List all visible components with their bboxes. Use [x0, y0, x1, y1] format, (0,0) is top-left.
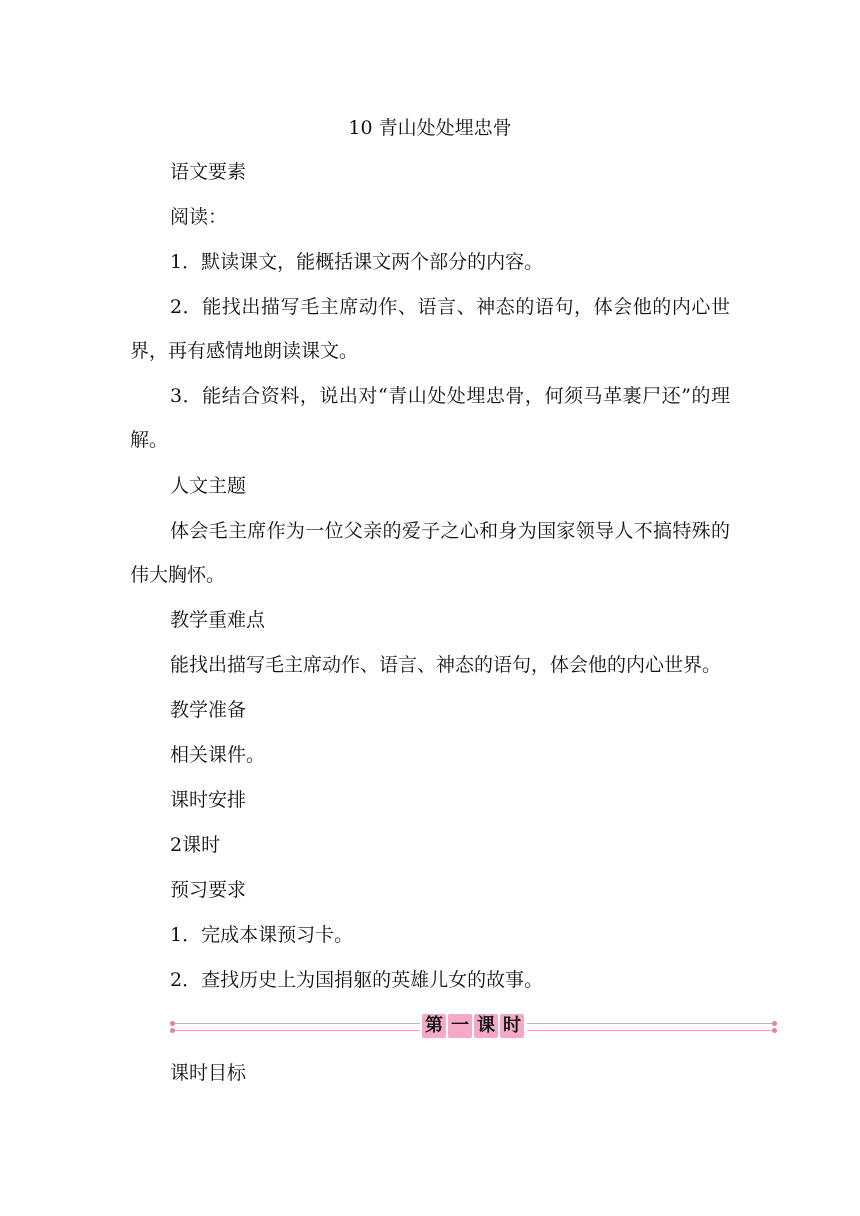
label-reading: 阅读： — [170, 206, 228, 228]
section-badge-first-period — [422, 1014, 524, 1038]
heading-humanistic-theme: 人文主题 — [170, 475, 247, 497]
badge-char: 课 — [474, 1014, 498, 1038]
heading-preview: 预习要求 — [170, 879, 247, 901]
lesson-title: 10 青山处处埋忠骨 — [348, 117, 512, 139]
section-divider — [170, 1012, 780, 1042]
divider-dot — [772, 1021, 777, 1026]
divider-dot — [772, 1028, 777, 1033]
schedule-text: 2课时 — [170, 834, 221, 856]
objective-3: 3．能结合资料，说出对“青山处处埋忠骨，何须马革裹尸还”的理解。 — [130, 385, 730, 451]
heading-key-points: 教学重难点 — [170, 609, 266, 631]
key-points-text: 能找出描写毛主席动作、语言、神态的语句，体会他的内心世界。 — [170, 654, 722, 676]
preview-item-1: 1．完成本课预习卡。 — [170, 924, 354, 946]
divider-line — [175, 1023, 420, 1024]
heading-preparation: 教学准备 — [170, 699, 247, 721]
objective-1: 1．默读课文，能概括课文两个部分的内容。 — [170, 251, 544, 273]
divider-line — [527, 1023, 772, 1024]
heading-language-elements: 语文要素 — [170, 161, 247, 183]
objective-2: 2．能找出描写毛主席动作、语言、神态的语句，体会他的内心世界，再有感情地朗读课文。 — [130, 296, 730, 362]
preview-item-2: 2．查找历史上为国捐躯的英雄儿女的故事。 — [170, 969, 544, 991]
divider-line — [175, 1030, 420, 1031]
heading-schedule: 课时安排 — [170, 789, 247, 811]
badge-char: 第 — [422, 1014, 446, 1038]
badge-char: 时 — [500, 1014, 524, 1038]
theme-text: 体会毛主席作为一位父亲的爱子之心和身为国家领导人不搞特殊的伟大胸怀。 — [130, 520, 730, 586]
preparation-text: 相关课件。 — [170, 744, 266, 766]
heading-period-goals: 课时目标 — [170, 1062, 247, 1084]
badge-char: 一 — [448, 1014, 472, 1038]
divider-line — [527, 1030, 772, 1031]
